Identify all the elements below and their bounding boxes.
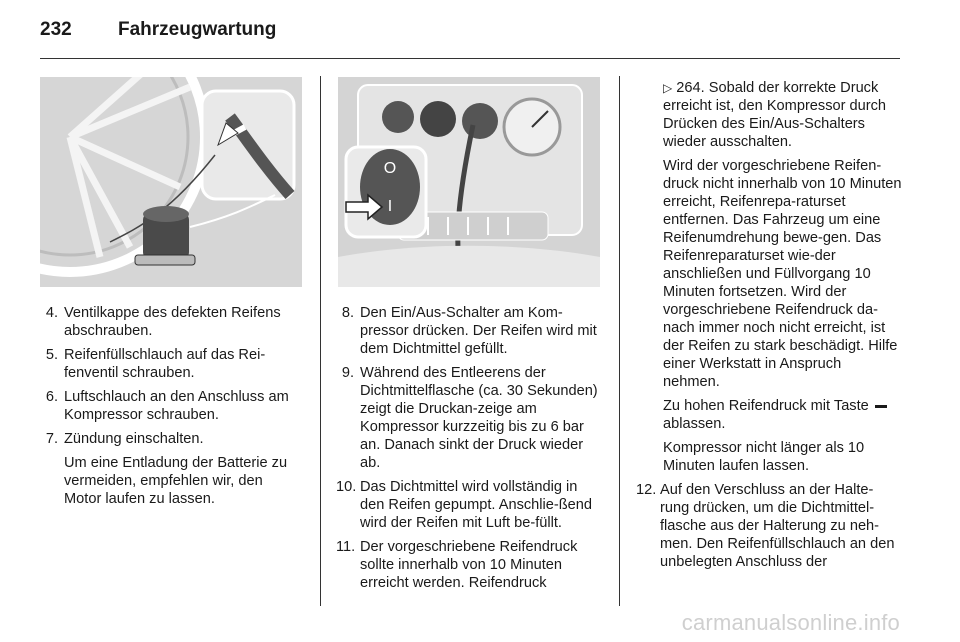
column-2 (336, 304, 602, 598)
header-rule (40, 58, 900, 59)
step-text: Auf den Verschluss an der Halte-rung drücken, um die Dichtmittel-flasche aus der Halterung zu neh-men. Den Reifenfüllschlauch an den unbelegten Anschluss der (660, 482, 895, 570)
step-number: 5. (45, 347, 58, 363)
step-12 (636, 481, 902, 571)
watermark: carmanualsonline.info (681, 610, 900, 635)
step-text: Der vorgeschriebene Reifendruck sollte innerhalb von 10 Minuten erreicht werden. Reifendruck (360, 539, 578, 591)
step-text: Das Dichtmittel wird vollständig in den Reifen gepumpt. Anschlie-ßend wird der Reifen mit Luft be-füllt. (360, 479, 593, 531)
column-3 (636, 79, 902, 577)
steps-list-2 (336, 304, 602, 592)
step-text: Luftschlauch an den Anschluss am Kompressor schrauben. (64, 389, 289, 423)
switch-panel-illustration (338, 77, 600, 287)
switch-on-label: I (387, 198, 393, 215)
page-number: 232 (40, 19, 72, 40)
paragraph-pressure-not-reached: Wird der vorgeschriebene Reifen-druck nicht innerhalb von 10 Minuten erreicht, Reifenrepa-raturset entfernen. Das Fahrzeug um eine Reifenumdrehung bewe-gen. Das Reifenreparaturset wie-der anschließen und Füllvorgang 10 Minuten fortsetzen. Wird der vorgeschriebene Reifendruck da-nach immer noch nicht erreicht, ist der Reifen zu stark beschädigt. Hilfe einer Werkstatt in Anspruch nehmen. (663, 158, 902, 390)
step-text: Während des Entleerens der Dichtmittelflasche (ca. 30 Sekunden) zeigt die Druckan-zeige am Kompressor kurzzeitig bis zu 6 bar an. Danach sinkt der Druck wieder ab. (360, 365, 598, 471)
step-9 (336, 364, 602, 472)
step-8 (336, 304, 602, 358)
step-note: Um eine Entladung der Batterie zu vermeiden, empfehlen wir, den Motor laufen zu lassen. (64, 455, 288, 507)
deflate-text-a: Zu hohen Reifendruck mit Taste (663, 398, 869, 414)
figure-compressor-wheel (40, 77, 302, 287)
minus-button-icon (875, 405, 887, 408)
compressor-wheel-illustration (40, 77, 302, 287)
page-reference-icon: ▷ (663, 81, 673, 95)
reference-paragraph (663, 79, 902, 151)
step-5 (40, 346, 304, 382)
continued-block (636, 79, 902, 475)
switch-off-label: O (383, 160, 397, 177)
step-number: 9. (341, 365, 354, 381)
step-7 (40, 430, 304, 508)
step-number: 8. (341, 305, 354, 321)
step-text: Den Ein/Aus-Schalter am Kom-pressor drücken. Der Reifen wird mit dem Dichtmittel gefüllt. (360, 305, 597, 357)
step-text: Ventilkappe des defekten Reifens abschrauben. (64, 305, 281, 339)
column-divider-1 (320, 76, 321, 606)
step-4 (40, 304, 304, 340)
step-text: Reifenfüllschlauch auf das Rei-fenventil schrauben. (64, 347, 266, 381)
column-1 (40, 304, 304, 514)
paragraph-runtime-limit: Kompressor nicht länger als 10 Minuten laufen lassen. (663, 440, 865, 474)
step-number: 6. (45, 389, 58, 405)
step-number: 12. (636, 482, 657, 498)
reference-text: 264. Sobald der korrekte Druck erreicht ist, den Kompressor durch Drücken des Ein/Aus-Schalters wieder ausschalten. (663, 80, 887, 150)
step-6 (40, 388, 304, 424)
step-number: 11. (336, 539, 356, 555)
steps-list-3 (636, 481, 902, 571)
paragraph-deflate (663, 397, 902, 433)
step-10 (336, 478, 602, 532)
step-text: Zündung einschalten. (64, 431, 204, 447)
deflate-text-b: ablassen. (663, 416, 726, 432)
step-number: 10. (336, 479, 357, 495)
step-number: 4. (45, 305, 58, 321)
steps-list-1 (40, 304, 304, 508)
step-11 (336, 538, 602, 592)
step-number: 7. (45, 431, 58, 447)
column-divider-2 (619, 76, 620, 606)
figure-switch-panel (338, 77, 600, 287)
page-title: Fahrzeugwartung (118, 19, 277, 40)
